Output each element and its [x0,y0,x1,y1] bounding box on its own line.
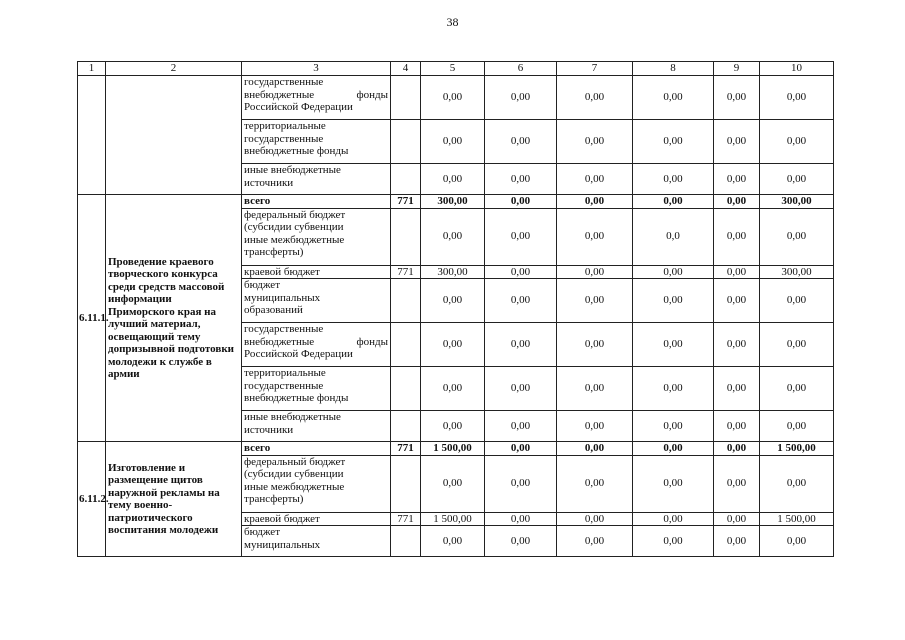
funding-source-line: иные межбюджетные [244,480,345,493]
budget-code [391,411,421,442]
budget-code [391,455,421,512]
funding-source [242,512,391,526]
funding-source [242,279,391,323]
amount-cell: 0,00 [714,526,760,557]
funding-source [242,526,391,557]
funding-source [242,76,391,120]
amount-cell: 0,00 [760,279,834,323]
funding-source [242,195,391,209]
amount-cell: 0,00 [760,76,834,120]
amount-cell: 0,00 [485,120,557,164]
amount-cell: 1 500,00 [760,512,834,526]
amount-cell: 0,00 [714,455,760,512]
amount-cell: 0,00 [421,455,485,512]
header-cell-8: 8 [633,62,714,76]
amount-cell: 0,00 [714,411,760,442]
header-cell-6: 6 [485,62,557,76]
amount-cell: 0,00 [485,442,557,456]
amount-cell: 0,00 [485,76,557,120]
funding-source [242,164,391,195]
amount-cell: 1 500,00 [421,442,485,456]
funding-source-line: внебюджетные фонды [244,145,349,157]
funding-source-line: трансферты) [244,246,304,258]
amount-cell: 0,00 [557,195,633,209]
amount-cell: 0,00 [633,76,714,120]
amount-cell: 0,00 [633,526,714,557]
header-cell-10: 10 [760,62,834,76]
amount-cell: 0,00 [557,442,633,456]
amount-cell: 0,00 [760,120,834,164]
amount-cell: 0,00 [714,323,760,367]
amount-cell: 0,00 [485,265,557,279]
funding-source-line: иные внебюджетные [244,411,341,423]
budget-code [391,279,421,323]
amount-cell: 0,00 [421,323,485,367]
budget-code: 771 [391,512,421,526]
budget-code [391,120,421,164]
amount-cell: 0,00 [485,323,557,367]
funding-source [242,265,391,279]
amount-cell: 0,00 [760,526,834,557]
amount-cell: 0,00 [421,411,485,442]
funding-source-line: краевой бюджет [244,265,320,278]
amount-cell: 0,00 [485,455,557,512]
amount-cell: 0,00 [633,323,714,367]
funding-source-line: бюджет [244,526,280,538]
funding-source-line: федеральный бюджет [244,208,346,221]
funding-source [242,367,391,411]
budget-code [391,164,421,195]
table-row [78,442,834,456]
funding-source-line: муниципальных [244,291,321,304]
amount-cell: 0,00 [557,323,633,367]
funding-source-line: государственные [244,76,324,88]
amount-cell: 0,00 [485,164,557,195]
budget-code [391,323,421,367]
funding-source-line: источники [244,423,294,436]
event-number: 6.11.2. [78,442,106,557]
funding-source [242,442,391,456]
amount-cell: 0,00 [557,455,633,512]
header-cell-7: 7 [557,62,633,76]
funding-source [242,455,391,512]
amount-cell: 0,00 [714,442,760,456]
amount-cell: 0,00 [557,164,633,195]
funding-source-line: государственные [244,132,324,145]
amount-cell: 1 500,00 [421,512,485,526]
funding-source-line: краевой бюджет [244,512,320,525]
funding-source-line: государственные [244,379,324,392]
funding-source-line: иные межбюджетные [244,233,345,246]
budget-code [391,526,421,557]
funding-source [242,120,391,164]
amount-cell: 0,00 [633,195,714,209]
funding-source-line: внебюджетные фонды [244,335,388,348]
amount-cell: 0,00 [557,526,633,557]
amount-cell: 0,00 [760,323,834,367]
funding-source-line: образований [244,304,303,316]
table-row [78,76,834,120]
amount-cell: 0,00 [557,208,633,265]
amount-cell: 0,00 [714,367,760,411]
funding-source-line: (субсидии субвенции [244,468,344,480]
amount-cell: 0,00 [633,120,714,164]
budget-code: 771 [391,195,421,209]
funding-source-line: источники [244,176,294,189]
amount-cell: 0,00 [760,411,834,442]
amount-cell: 0,00 [760,455,834,512]
event-number: 6.11.1. [78,195,106,442]
table-row [78,195,834,209]
budget-code [391,208,421,265]
amount-cell: 0,00 [485,195,557,209]
amount-cell: 0,00 [714,265,760,279]
header-cell-3: 3 [242,62,391,76]
amount-cell: 0,00 [421,120,485,164]
budget-table [77,61,834,557]
amount-cell: 0,00 [633,164,714,195]
amount-cell: 1 500,00 [760,442,834,456]
amount-cell: 300,00 [760,195,834,209]
amount-cell: 0,00 [421,164,485,195]
amount-cell: 0,00 [557,265,633,279]
amount-cell: 0,00 [760,367,834,411]
amount-cell: 0,00 [714,279,760,323]
amount-cell: 0,00 [485,411,557,442]
amount-cell: 0,00 [557,120,633,164]
amount-cell: 0,00 [557,411,633,442]
amount-cell: 0,00 [557,279,633,323]
event-name-cell [106,76,242,195]
amount-cell: 0,00 [421,526,485,557]
amount-cell: 0,00 [714,120,760,164]
funding-source [242,411,391,442]
amount-cell: 0,00 [557,512,633,526]
page-number: 38 [446,15,459,29]
amount-cell: 0,00 [557,76,633,120]
funding-source-line: внебюджетные фонды [244,392,349,404]
budget-code: 771 [391,265,421,279]
amount-cell: 0,00 [557,367,633,411]
amount-cell: 0,00 [485,367,557,411]
amount-cell: 0,00 [421,367,485,411]
funding-source [242,208,391,265]
funding-source-line: внебюджетные фонды [244,88,388,101]
amount-cell: 0,00 [633,367,714,411]
funding-source-line: территориальные [244,367,326,379]
header-cell-9: 9 [714,62,760,76]
funding-source-line: федеральный бюджет [244,455,346,468]
amount-cell: 0,00 [633,279,714,323]
funding-source-line: трансферты) [244,493,304,505]
amount-cell: 0,00 [714,512,760,526]
amount-cell: 0,00 [714,164,760,195]
amount-cell: 0,00 [760,164,834,195]
header-row [78,62,834,76]
funding-source-line: муниципальных [244,538,321,551]
amount-cell: 0,00 [714,195,760,209]
budget-code: 771 [391,442,421,456]
amount-cell: 0,00 [485,279,557,323]
event-name: Изготовление и размещение щитов наружной рекламы на тему военно-патриотического воспитания молодежи [106,442,242,557]
amount-cell: 0,00 [485,512,557,526]
amount-cell: 0,00 [421,76,485,120]
event-name: Проведение краевого творческого конкурса среди средств массовой информации Приморского края на лучший материал, освещающий тему допризывной подготовки молодежи к службе в армии [106,195,242,442]
budget-code [391,76,421,120]
header-cell-4: 4 [391,62,421,76]
amount-cell: 0,00 [633,265,714,279]
amount-cell: 0,00 [633,512,714,526]
amount-cell: 0,00 [421,208,485,265]
amount-cell: 300,00 [421,195,485,209]
amount-cell: 0,00 [633,411,714,442]
funding-source-line: (субсидии субвенции [244,221,344,233]
funding-source-line: Российской Федерации [244,101,353,113]
amount-cell: 0,0 [633,208,714,265]
amount-cell: 0,00 [633,442,714,456]
header-cell-5: 5 [421,62,485,76]
amount-cell: 0,00 [485,208,557,265]
budget-code [391,367,421,411]
funding-source-line: государственные [244,323,324,335]
header-cell-2: 2 [106,62,242,76]
amount-cell: 0,00 [714,208,760,265]
header-cell-1: 1 [78,62,106,76]
amount-cell: 0,00 [421,279,485,323]
amount-cell: 300,00 [760,265,834,279]
amount-cell: 0,00 [714,76,760,120]
funding-source-line: всего [244,442,271,454]
amount-cell: 0,00 [485,526,557,557]
funding-source-line: Российской Федерации [244,348,353,360]
amount-cell: 0,00 [760,208,834,265]
amount-cell: 0,00 [633,455,714,512]
funding-source [242,323,391,367]
amount-cell: 300,00 [421,265,485,279]
funding-source-line: всего [244,195,271,207]
funding-source-line: иные внебюджетные [244,164,341,176]
funding-source-line: бюджет [244,279,280,291]
event-number-cell [78,76,106,195]
funding-source-line: территориальные [244,120,326,132]
